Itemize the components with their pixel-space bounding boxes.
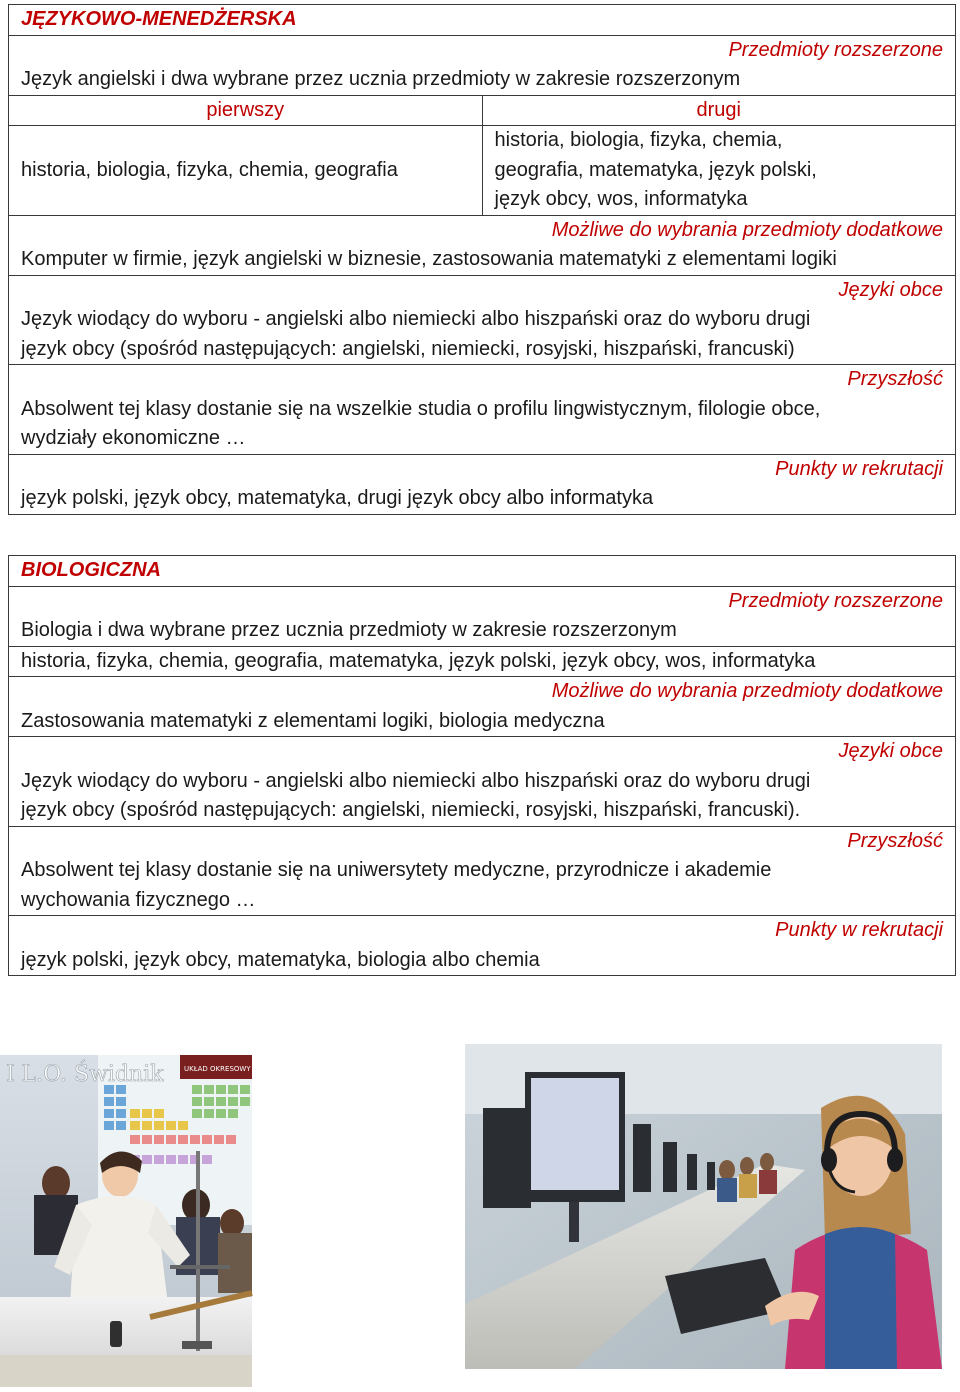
points-heading: Punkty w rekrutacji	[9, 454, 956, 484]
second-subjects-line: geografia, matematyka, język polski,	[494, 158, 817, 181]
first-label: pierwszy	[9, 95, 483, 126]
second-subjects-line: historia, biologia, fizyka, chemia,	[494, 129, 783, 151]
future-line: Absolwent tej klasy dostanie się na uniwersytety medyczne, przyrodnicze i akademie	[21, 859, 772, 881]
future-line: wydziały ekonomiczne …	[21, 427, 246, 449]
profile-biologiczna	[8, 555, 956, 976]
future-heading: Przyszłość	[9, 826, 956, 856]
future-line: Absolwent tej klasy dostanie się na wszelkie studia o profilu lingwistycznym, filologie obce,	[21, 397, 821, 420]
optional-heading: Możliwe do wybrania przedmioty dodatkowe	[9, 215, 956, 245]
optional-heading: Możliwe do wybrania przedmioty dodatkowe	[9, 677, 956, 707]
chemistry-lab-photo	[0, 1055, 308, 1387]
languages-heading: Języki obce	[9, 275, 956, 305]
languages-line: język obcy (spośród następujących: angielski, niemiecki, rosyjski, hiszpański, francuski).	[21, 799, 801, 821]
poster-text: UKŁAD OKRESOWY PIERWIASTKÓW	[184, 1065, 308, 1073]
future-text	[9, 395, 956, 455]
points-heading: Punkty w rekrutacji	[9, 916, 956, 946]
languages-line: Język wiodący do wyboru - angielski albo niemiecki albo hiszpański oraz do wyboru drugi	[21, 308, 811, 330]
profile-table	[8, 555, 956, 976]
second-label: drugi	[482, 95, 956, 126]
future-text	[9, 856, 956, 916]
points-text: język polski, język obcy, matematyka, biologia albo chemia	[9, 946, 956, 976]
second-subjects-line: język obcy, wos, informatyka	[494, 188, 748, 210]
future-heading: Przyszłość	[9, 365, 956, 395]
first-subjects: historia, biologia, fizyka, chemia, geografia	[9, 126, 483, 216]
profile-table	[8, 4, 956, 515]
chemistry-lab-illustration	[0, 1055, 308, 1387]
optional-text: Zastosowania matematyki z elementami logiki, biologia medyczna	[9, 707, 956, 737]
extended-options: historia, fizyka, chemia, geografia, matematyka, język polski, język obcy, wos, informatyka	[9, 646, 956, 677]
computer-lab-illustration	[465, 1044, 942, 1369]
second-subjects	[482, 126, 956, 216]
profile-jezykowo-menedzerska	[8, 4, 956, 515]
languages-line: Język wiodący do wyboru - angielski albo niemiecki albo hiszpański oraz do wyboru drugi	[21, 769, 811, 792]
future-line: wychowania fizycznego …	[21, 888, 256, 911]
languages-line: język obcy (spośród następujących: angielski, niemiecki, rosyjski, hiszpański, francuski)	[21, 337, 795, 360]
languages-heading: Języki obce	[9, 737, 956, 767]
extended-heading: Przedmioty rozszerzone	[9, 586, 956, 616]
profile-title: JĘZYKOWO-MENEDŻERSKA	[9, 5, 956, 36]
watermark-text: I L.O. Świdnik	[6, 1062, 164, 1087]
computer-lab-photo	[465, 1044, 942, 1369]
profile-title: BIOLOGICZNA	[9, 556, 956, 587]
optional-text: Komputer w firmie, język angielski w biznesie, zastosowania matematyki z elementami logiki	[9, 245, 956, 275]
extended-text: Język angielski i dwa wybrane przez ucznia przedmioty w zakresie rozszerzonym	[9, 65, 956, 95]
languages-text	[9, 767, 956, 827]
points-text: język polski, język obcy, matematyka, drugi język obcy albo informatyka	[9, 484, 956, 514]
extended-heading: Przedmioty rozszerzone	[9, 35, 956, 65]
extended-text: Biologia i dwa wybrane przez ucznia przedmioty w zakresie rozszerzonym	[9, 616, 956, 646]
languages-text	[9, 305, 956, 365]
